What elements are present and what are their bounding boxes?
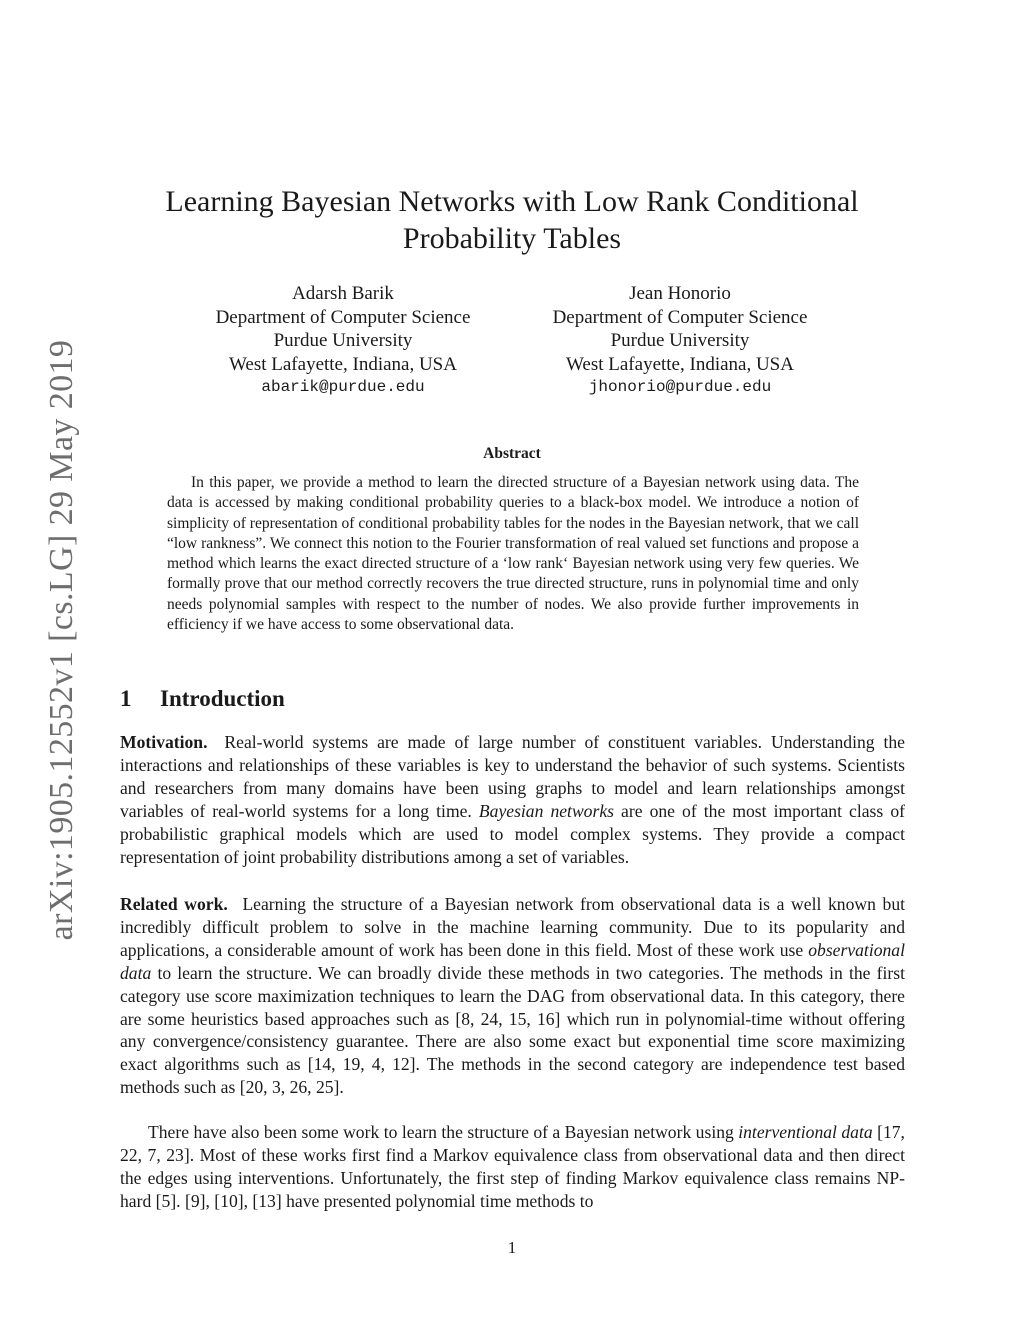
author-university: Purdue University	[610, 330, 750, 351]
author-email: jhonorio@purdue.edu	[588, 378, 772, 396]
paragraph-heading: Related work.	[120, 894, 228, 914]
arxiv-side-stamp: arXiv:1905.12552v1 [cs.LG] 29 May 2019	[43, 339, 80, 941]
author-department: Department of Computer Science	[552, 306, 808, 328]
page-number: 1	[507, 1238, 517, 1257]
author-location: West Lafayette, Indiana, USA	[229, 353, 457, 375]
related-work-paragraph	[120, 893, 905, 1099]
paragraph-text: Real-world systems are made of large number of constituent variables. Understanding the interactions and relationships of these variables is key to understand the behavior of such systems. Scientists and researchers from many domains have been using graphs to model and learn relationships amongst variables of real-world systems for a long time.	[120, 732, 905, 821]
section-heading	[120, 686, 285, 712]
section-number: 1	[120, 686, 132, 711]
paragraph-text: are one of the most important class of probabilistic graphical models which are used to model complex systems. They provide a compact representation of joint probability distributions among a set of variables.	[120, 800, 905, 867]
emphasized-term: interventional data	[738, 1122, 873, 1142]
author-location: West Lafayette, Indiana, USA	[566, 353, 794, 375]
author-department: Department of Computer Science	[215, 306, 471, 328]
author-name: Adarsh Barik	[292, 283, 394, 304]
emphasized-term: observational data	[120, 939, 905, 983]
motivation-paragraph	[120, 731, 905, 868]
abstract-text: In this paper, we provide a method to learn the directed structure of a Bayesian network using data. The data is accessed by making conditional probability queries to a black-box model. We introduce a notion of simplicity of representation of conditional probability tables for the nodes in the Bayesian network, that we call “low rankness”. We connect this notion to the Fourier transformation of real valued set functions and propose a method which learns the exact directed structure of a ‘low rank‘ Bayesian network using very few queries. We formally prove that our method correctly recovers the true directed structure, runs in polynomial time and only needs polynomial samples with respect to the number of nodes. We also provide further improvements in efficiency if we have access to some observational data.	[167, 474, 859, 634]
paragraph-heading: Motivation.	[120, 732, 208, 752]
paragraph-text: There have also been some work to learn the structure of a Bayesian network using	[148, 1122, 734, 1142]
emphasized-term: Bayesian networks	[478, 800, 614, 821]
author-block-2	[515, 282, 845, 400]
author-block-1	[178, 282, 508, 400]
author-university: Purdue University	[273, 330, 413, 351]
interventional-paragraph	[120, 1121, 905, 1213]
abstract-heading: Abstract	[483, 445, 541, 462]
paragraph-text: Learning the structure of a Bayesian network from observational data is a well known but incredibly difficult problem to solve in the machine learning community. Due to its popularity and applications, a considerable amount of work has been done in this field. Most of these work use	[120, 894, 906, 960]
author-email: abarik@purdue.edu	[261, 378, 425, 396]
author-name: Jean Honorio	[629, 283, 731, 304]
paper-title: Learning Bayesian Networks with Low Rank Conditional Probability Tables	[165, 185, 859, 255]
paragraph-text: to learn the structure. We can broadly divide these methods in two categories. The methods in the first category use score maximization techniques to learn the DAG from observational data. In this category, there are some heuristics based approaches such as [8, 24, 15, 16] which run in polynomial-time without offering any convergence/consistency guarantee. There are also some exact but exponential time score maximizing exact algorithms such as [14, 19, 4, 12]. The methods in the second category are independence test based methods such as [20, 3, 26, 25].	[120, 962, 905, 1098]
section-title: Introduction	[160, 686, 285, 711]
paragraph-text: [17, 22, 7, 23]. Most of these works first find a Markov equivalence class from observational data and then direct the edges using interventions. Unfortunately, the first step of finding Markov equivalence class remains NP-hard [5]. [9], [10], [13] have presented polynomial time methods to	[120, 1122, 905, 1211]
